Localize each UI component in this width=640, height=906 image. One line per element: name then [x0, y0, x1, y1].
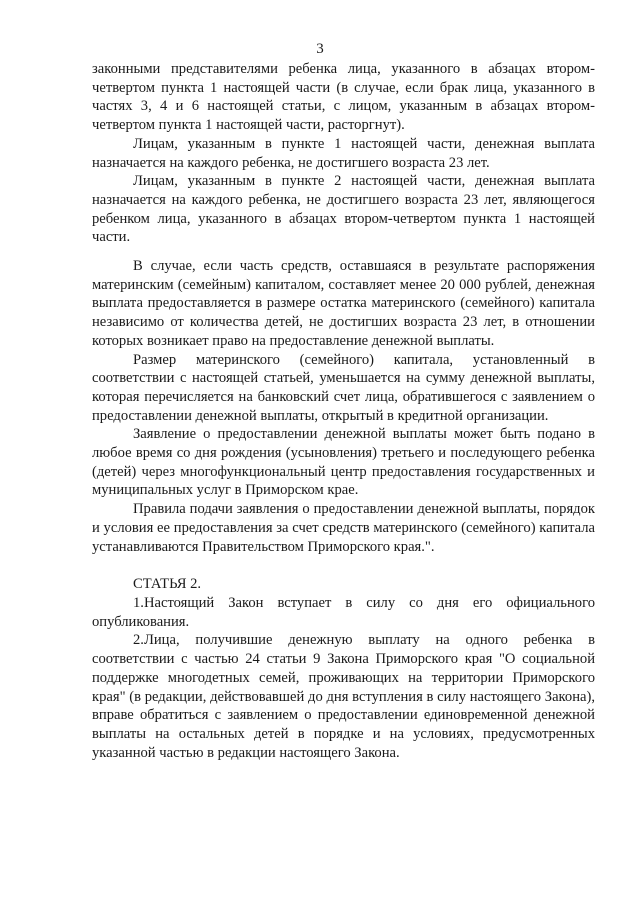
paragraph-point2-payment: Лицам, указанным в пункте 2 настоящей части, денежная выплата назначается на каждого ребенка, не достигшего возраста 23 лет, являющегося ребенком лица, указанного в абзацах втором-четвертом пункта 1 настоящей части.	[92, 173, 595, 246]
paragraph-application-submission: Заявление о предоставлении денежной выплаты может быть подано в любое время со дня рождения (усыновления) третьего и последующего ребенка (детей) через многофункциональный центр предоставления государственных и муниципальных услуг в Приморском крае.	[92, 426, 595, 499]
paragraph-remaining-capital: В случае, если часть средств, оставшаяся в результате распоряжения материнским (семейным) капиталом, составляет менее 20 000 рублей, денежная выплата предоставляется в размере остатка материнского (семейного) капитала независимо от количества детей, не достигших возраста 23 лет, в отношении которых возникает право на предоставление денежной выплаты.	[92, 258, 595, 349]
page-number: 3	[316, 41, 324, 57]
paragraph-capital-reduction: Размер материнского (семейного) капитала, установленный в соответствии с настоящей статьей, уменьшается на сумму денежной выплаты, которая перечисляется на банковский счет лица, обратившегося с заявлением о предоставлении денежной выплаты, открытый в кредитной организации.	[92, 351, 595, 424]
paragraph-guardians-continuation: законными представителями ребенка лица, указанного в абзацах втором-четвертом пункта 1 настоящей части (в случае, если брак лица, указанного в частях 3, 4 и 6 настоящей статьи, с лицом, указанным в абзацах втором-четвертом пункта 1 настоящей части, расторгнут).	[92, 61, 595, 134]
paragraph-entry-into-force: 1.Настоящий Закон вступает в силу со дня его официального опубликования.	[92, 594, 595, 630]
article-2-heading: СТАТЬЯ 2.	[133, 576, 202, 593]
paragraph-application-rules: Правила подачи заявления о предоставлении денежной выплаты, порядок и условия ее предоставления за счет средств материнского (семейного) капитала устанавливаются Правительством Приморского края.".	[92, 501, 595, 555]
document-body	[92, 60, 595, 762]
paragraph-transitional-provision: 2.Лица, получившие денежную выплату на одного ребенка в соответствии с частью 24 статьи 9 Закона Приморского края "О социальной поддержке многодетных семей, проживающих на территории Приморского края" (в редакции, действовавшей до дня вступления в силу настоящего Закона), вправе обратиться с заявлением о предоставлении единовременной денежной выплаты на остальных детей в порядке и на условиях, предусмотренных указанной частью в редакции настоящего Закона.	[92, 632, 595, 761]
paragraph-point1-payment: Лицам, указанным в пункте 1 настоящей части, денежная выплата назначается на каждого ребенка, не достигшего возраста 23 лет.	[92, 135, 595, 171]
